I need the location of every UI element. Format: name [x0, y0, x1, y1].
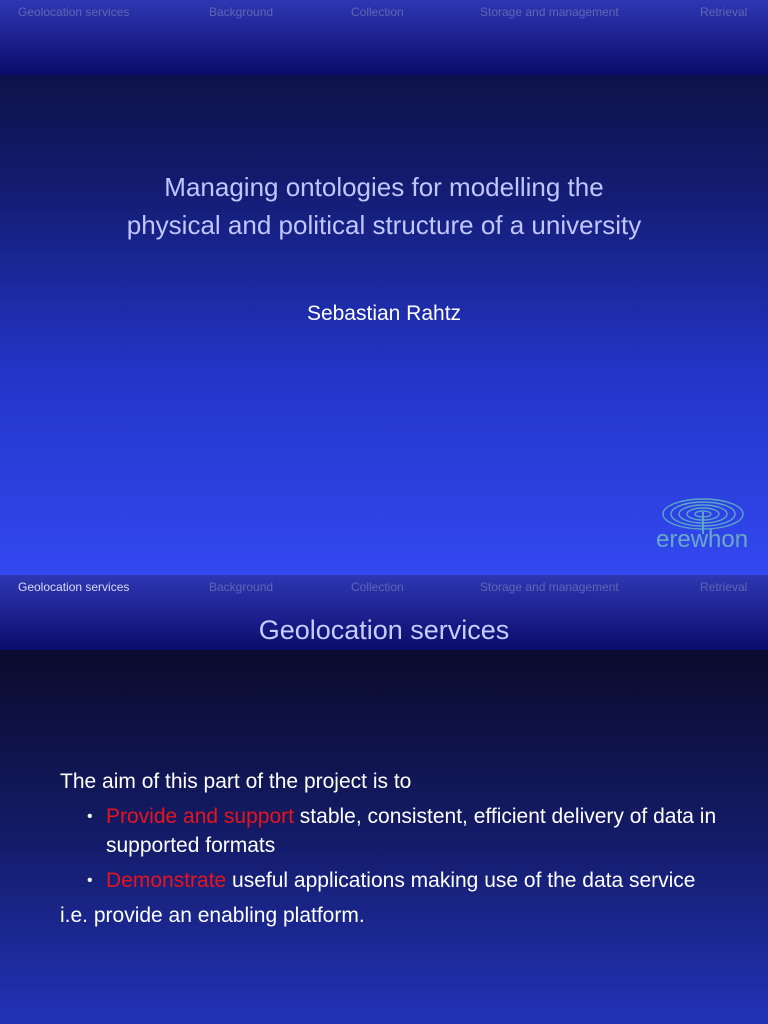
bullet-highlight: Demonstrate	[106, 869, 227, 892]
list-item	[87, 802, 720, 860]
nav-item-collection[interactable]: Collection	[351, 580, 404, 594]
geolocation-slide	[0, 575, 768, 1024]
nav-bar	[0, 0, 768, 75]
nav-item-retrieval[interactable]: Retrieval	[700, 580, 748, 594]
bullet-icon: •	[87, 872, 93, 889]
nav-item-collection[interactable]: Collection	[351, 5, 404, 19]
list-item	[87, 866, 720, 895]
slide-title-line-1: Managing ontologies for modelling the	[164, 172, 604, 202]
bullet-icon: •	[87, 808, 93, 825]
slide-title: Geolocation services	[258, 615, 510, 645]
logo-text: erewhon	[656, 526, 749, 553]
author-name: Sebastian Rahtz	[306, 302, 462, 325]
slide-title-line-2: physical and political structure of a university	[126, 210, 642, 240]
slide-title	[0, 168, 768, 244]
bullet-highlight: Provide and support	[106, 805, 294, 828]
nav-item-storage-and-management[interactable]: Storage and management	[480, 580, 619, 594]
nav-item-geolocation-services[interactable]: Geolocation services	[18, 580, 130, 594]
outro-text: i.e. provide an enabling platform.	[60, 904, 365, 927]
bullet-text: stable, consistent, efficient delivery of data in supported formats	[106, 805, 717, 857]
intro-text: The aim of this part of the project is to	[60, 770, 412, 793]
nav-item-storage-and-management[interactable]: Storage and management	[480, 5, 619, 19]
erewhon-logo	[656, 496, 764, 562]
bullet-text: useful applications making use of the data service	[226, 869, 696, 892]
nav-item-geolocation-services[interactable]: Geolocation services	[18, 5, 130, 19]
nav-item-retrieval[interactable]: Retrieval	[700, 5, 748, 19]
nav-item-background[interactable]: Background	[209, 5, 274, 19]
slide-content	[60, 767, 720, 930]
nav-bar	[0, 575, 768, 650]
bullet-list	[87, 802, 720, 895]
nav-item-background[interactable]: Background	[209, 580, 274, 594]
